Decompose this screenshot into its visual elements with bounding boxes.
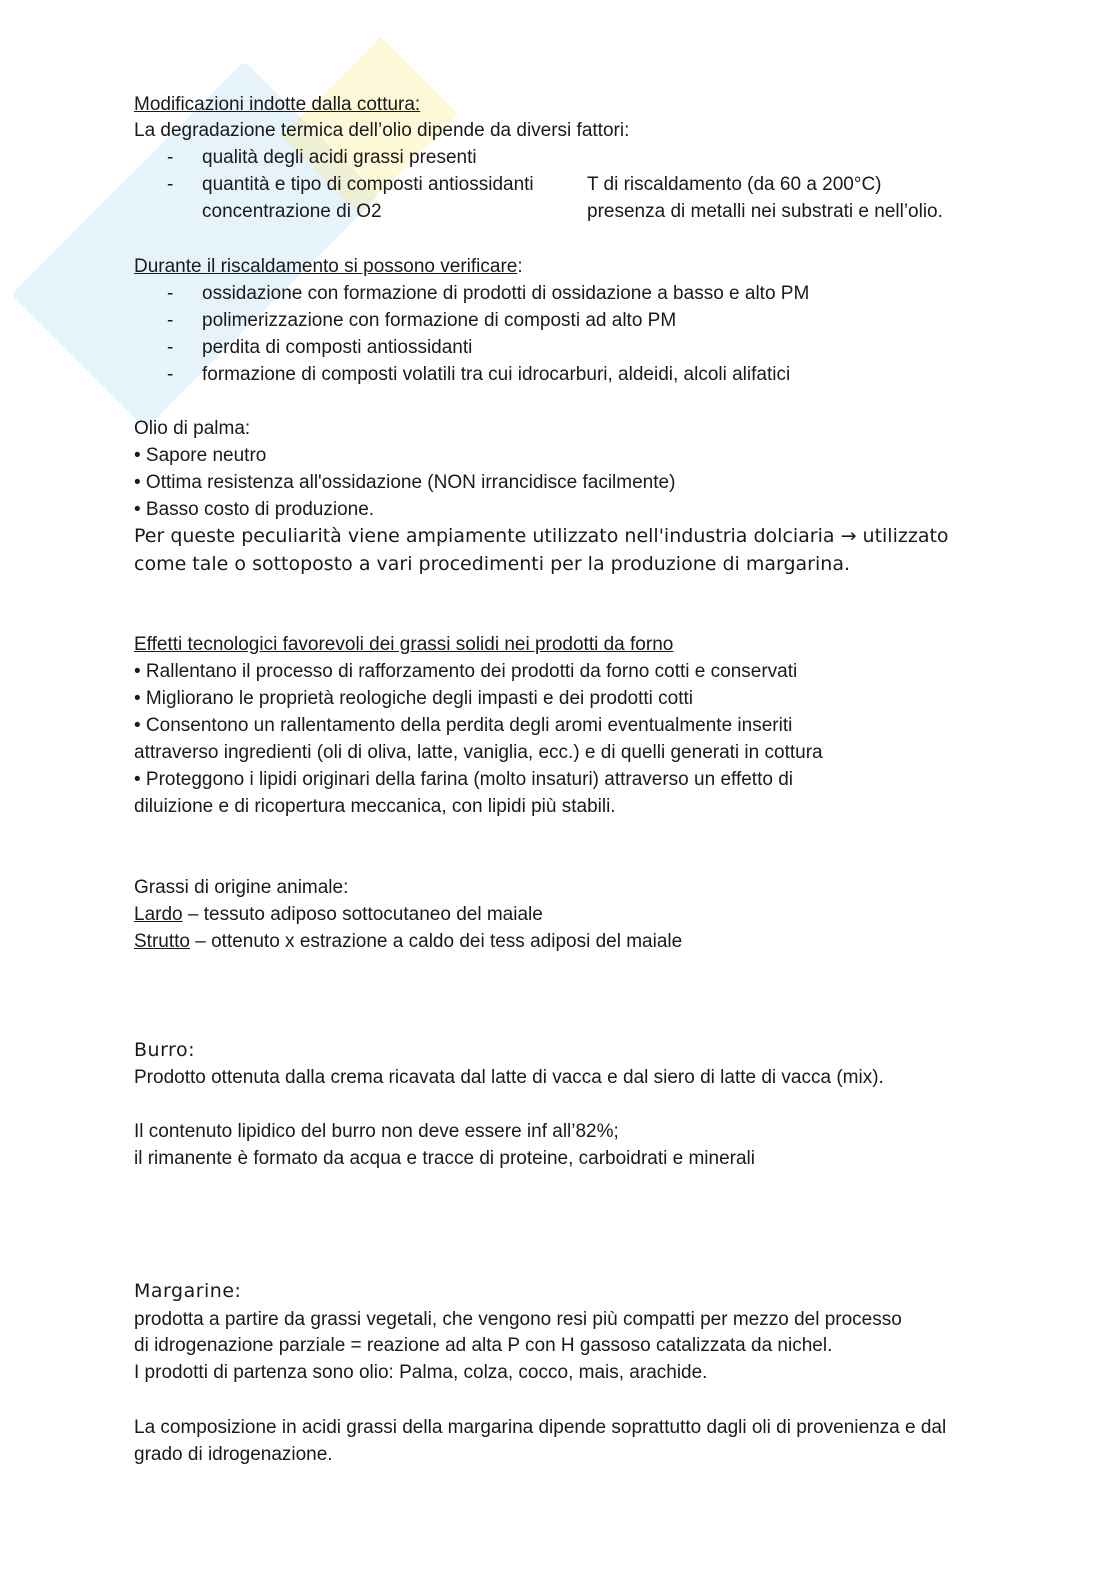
section-title-burro: Burro: bbox=[134, 1039, 195, 1061]
paragraph: Per queste peculiarità viene ampiamente utilizzato nell'industria dolciaria → utilizzato bbox=[134, 525, 949, 547]
paragraph: I prodotti di partenza sono olio: Palma, colza, cocco, mais, arachide. bbox=[134, 1362, 708, 1383]
section-title-cottura: Modificazioni indotte dalla cottura: bbox=[134, 94, 421, 115]
list-item: • Rallentano il processo di rafforzamento dei prodotti da forno cotti e conservati bbox=[134, 661, 798, 682]
paragraph: grado di idrogenazione. bbox=[134, 1444, 333, 1465]
bullet-dash: - bbox=[167, 283, 174, 304]
bullet-dash: - bbox=[167, 364, 174, 385]
list-item: diluizione e di ricopertura meccanica, con lipidi più stabili. bbox=[134, 796, 616, 817]
list-item: polimerizzazione con formazione di composti ad alto PM bbox=[202, 310, 677, 331]
list-item: • Consentono un rallentamento della perdita degli aromi eventualmente inseriti bbox=[134, 715, 793, 736]
list-item: perdita di composti antiossidanti bbox=[202, 337, 473, 358]
paragraph: Prodotto ottenuta dalla crema ricavata dal latte di vacca e dal siero di latte di vacca (mix). bbox=[134, 1067, 884, 1088]
section-title-olio-palma: Olio di palma: bbox=[134, 418, 251, 439]
list-item: quantità e tipo di composti antiossidanti bbox=[202, 174, 534, 195]
list-item: attraverso ingredienti (oli di oliva, latte, vaniglia, ecc.) e di quelli generati in cottura bbox=[134, 742, 823, 763]
bullet-dash: - bbox=[167, 337, 174, 358]
list-item: • Migliorano le proprietà reologiche degli impasti e dei prodotti cotti bbox=[134, 688, 694, 709]
list-item: T di riscaldamento (da 60 a 200°C) bbox=[587, 174, 882, 195]
paragraph: Il contenuto lipidico del burro non deve essere inf all’82%; bbox=[134, 1121, 619, 1142]
term: Lardo bbox=[134, 904, 183, 925]
term-definition: – ottenuto x estrazione a caldo dei tess adiposi del maiale bbox=[189, 931, 683, 952]
paragraph: La composizione in acidi grassi della margarina dipende soprattutto dagli oli di provenienza e dal bbox=[134, 1417, 947, 1438]
paragraph: La degradazione termica dell’olio dipende da diversi fattori: bbox=[134, 120, 630, 141]
paragraph: il rimanente è formato da acqua e tracce di proteine, carboidrati e minerali bbox=[134, 1148, 755, 1169]
definition bbox=[134, 904, 543, 926]
list-item: • Proteggono i lipidi originari della farina (molto insaturi) attraverso un effetto di bbox=[134, 769, 793, 790]
list-item: ossidazione con formazione di prodotti di ossidazione a basso e alto PM bbox=[202, 283, 810, 304]
section-title-text: Durante il riscaldamento si possono verificare bbox=[134, 256, 518, 277]
paragraph: prodotta a partire da grassi vegetali, che vengono resi più compatti per mezzo del processo bbox=[134, 1309, 902, 1330]
section-title-effetti: Effetti tecnologici favorevoli dei grassi solidi nei prodotti da forno bbox=[134, 634, 674, 655]
section-title-riscaldamento bbox=[134, 256, 523, 278]
list-item: • Basso costo di produzione. bbox=[134, 499, 375, 520]
definition bbox=[134, 931, 682, 953]
list-item: concentrazione di O2 bbox=[202, 201, 382, 222]
list-item: formazione di composti volatili tra cui idrocarburi, aldeidi, alcoli alifatici bbox=[202, 364, 791, 385]
list-item: • Ottima resistenza all'ossidazione (NON irrancidisce facilmente) bbox=[134, 472, 676, 493]
bullet-dash: - bbox=[167, 310, 174, 331]
term: Strutto bbox=[134, 931, 190, 952]
section-title-margarine: Margarine: bbox=[134, 1280, 242, 1302]
list-item: presenza di metalli nei substrati e nell’olio. bbox=[587, 201, 943, 222]
colon: : bbox=[517, 256, 523, 277]
section-title-grassi-animali: Grassi di origine animale: bbox=[134, 877, 349, 898]
term-definition: – tessuto adiposo sottocutaneo del maiale bbox=[182, 904, 543, 925]
paragraph: come tale o sottoposto a vari procedimenti per la produzione di margarina. bbox=[134, 553, 850, 575]
list-item: • Sapore neutro bbox=[134, 445, 267, 466]
bullet-dash: - bbox=[167, 147, 174, 168]
bullet-dash: - bbox=[167, 174, 174, 195]
list-item: qualità degli acidi grassi presenti bbox=[202, 147, 477, 168]
paragraph: di idrogenazione parziale = reazione ad alta P con H gassoso catalizzata da nichel. bbox=[134, 1335, 833, 1356]
